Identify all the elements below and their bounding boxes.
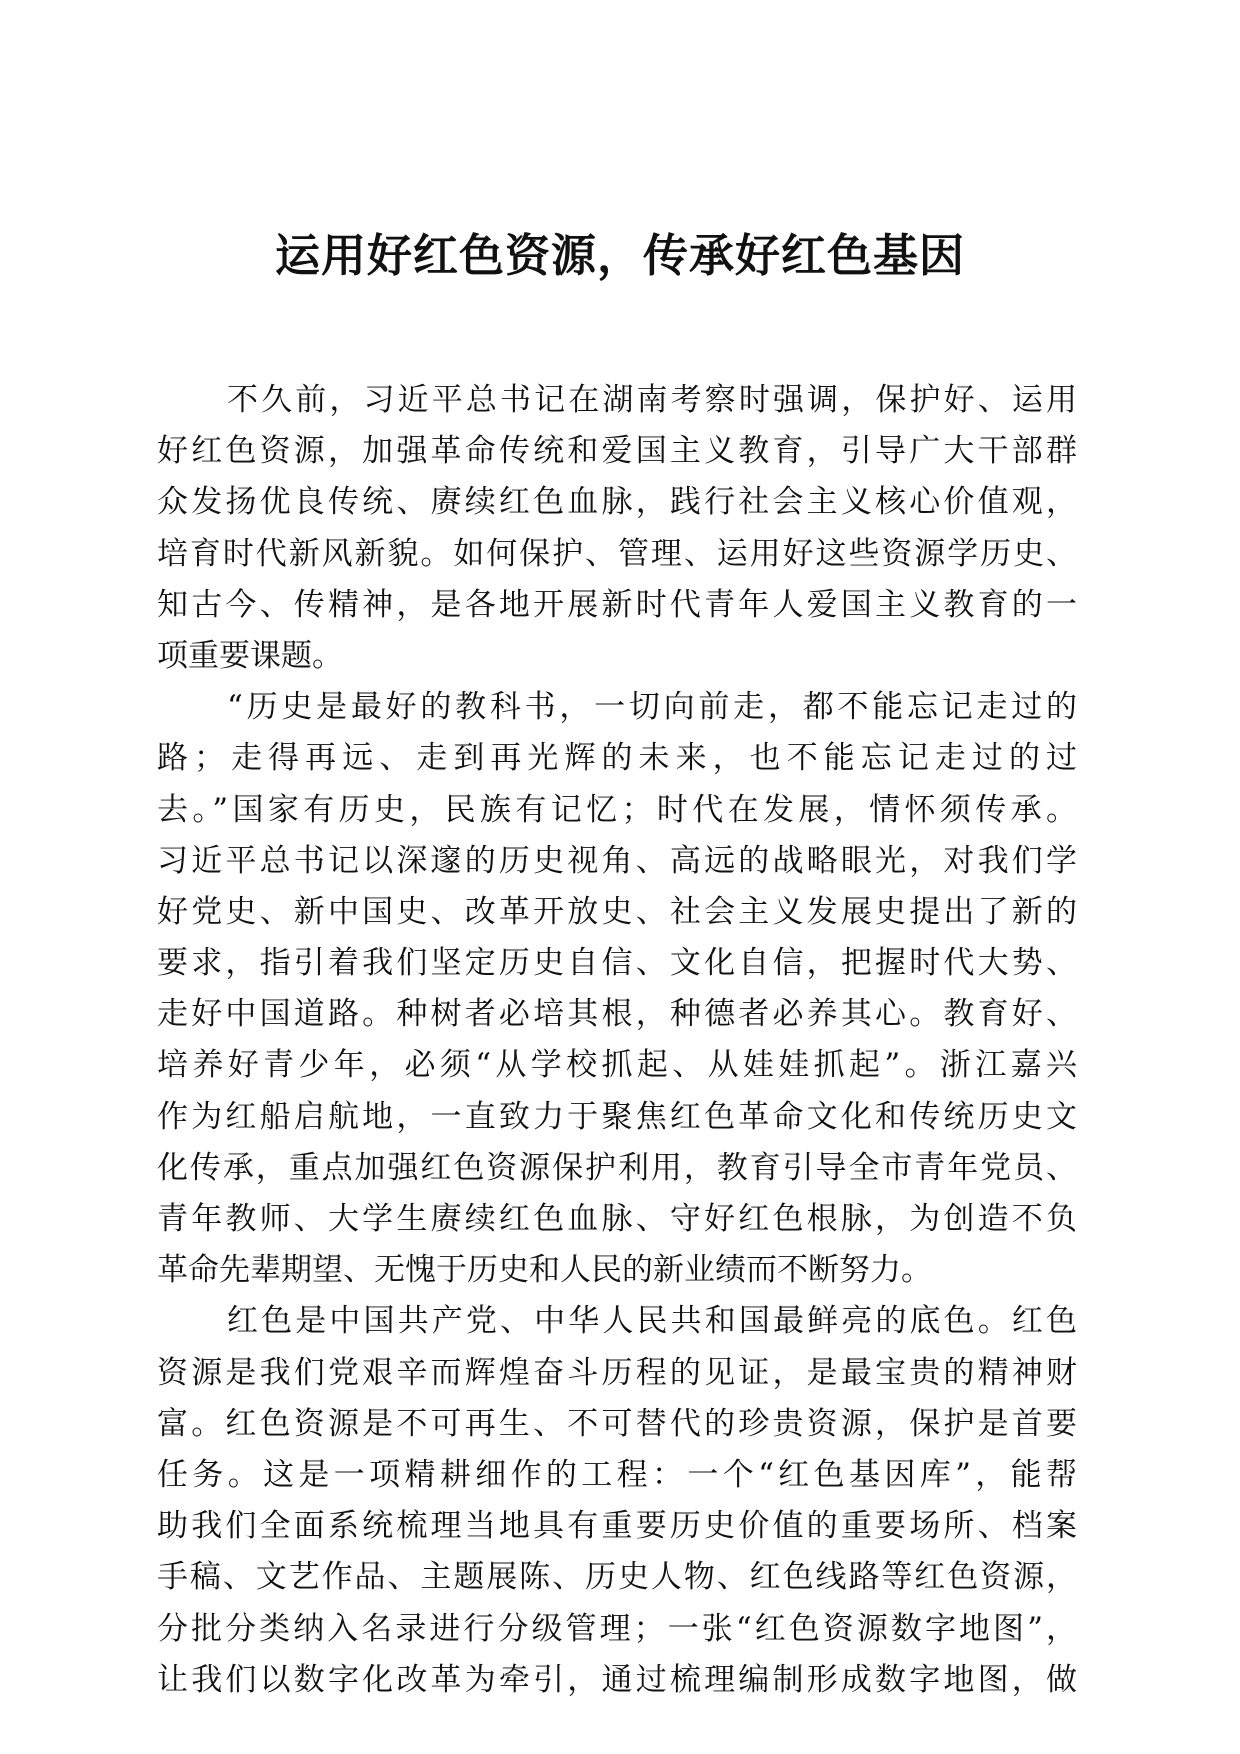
paragraph-1-line: 好红色资源，加强革命传统和爱国主义教育，引导广大干部群 bbox=[157, 433, 1077, 470]
paragraph-2-line: “历史是最好的教科书，一切向前走，都不能忘记走过的 bbox=[227, 689, 1077, 726]
paragraph-3-line: 分批分类纳入名录进行分级管理；一张“红色资源数字地图”， bbox=[157, 1610, 1077, 1647]
paragraph-2-line: 习近平总书记以深邃的历史视角、高远的战略眼光，对我们学 bbox=[157, 842, 1077, 879]
paragraph-3-line: 红色是中国共产党、中华人民共和国最鲜亮的底色。红色 bbox=[227, 1303, 1077, 1340]
paragraph-1-line: 项重要课题。 bbox=[157, 637, 343, 674]
paragraph-2-line: 走好中国道路。种树者必培其根，种德者必养其心。教育好、 bbox=[157, 996, 1077, 1033]
paragraph-3-line: 资源是我们党艰辛而辉煌奋斗历程的见证，是最宝贵的精神财 bbox=[157, 1354, 1077, 1391]
document-title: 运用好红色资源，传承好红色基因 bbox=[274, 229, 965, 282]
paragraph-2-line: 去。”国家有历史，民族有记忆；时代在发展，情怀须传承。 bbox=[157, 791, 1077, 828]
document-body bbox=[157, 375, 1077, 1706]
paragraph-1-line: 培育时代新风新貌。如何保护、管理、运用好这些资源学历史、 bbox=[157, 535, 1077, 572]
paragraph-3-line: 让我们以数字化改革为牵引，通过梳理编制形成数字地图，做 bbox=[157, 1661, 1077, 1698]
paragraph-1-line: 不久前，习近平总书记在湖南考察时强调，保护好、运用 bbox=[227, 382, 1077, 418]
paragraph-2-line: 路；走得再远、走到再光辉的未来，也不能忘记走过的过 bbox=[157, 740, 1077, 777]
paragraph-1-line: 众发扬优良传统、赓续红色血脉，践行社会主义核心价值观， bbox=[157, 484, 1077, 521]
paragraph-2-line: 好党史、新中国史、改革开放史、社会主义发展史提出了新的 bbox=[157, 893, 1077, 930]
paragraph-3-line: 助我们全面系统梳理当地具有重要历史价值的重要场所、档案 bbox=[157, 1508, 1077, 1545]
paragraph-3-line: 手稿、文艺作品、主题展陈、历史人物、红色线路等红色资源， bbox=[157, 1559, 1077, 1596]
paragraph-3-line: 富。红色资源是不可再生、不可替代的珍贵资源，保护是首要 bbox=[157, 1405, 1077, 1442]
paragraph-2-line: 培养好青少年，必须“从学校抓起、从娃娃抓起”。浙江嘉兴 bbox=[157, 1047, 1077, 1084]
paragraph-2-line: 化传承，重点加强红色资源保护利用，教育引导全市青年党员、 bbox=[157, 1149, 1077, 1186]
paragraph-2-line: 作为红船启航地，一直致力于聚焦红色革命文化和传统历史文 bbox=[157, 1098, 1077, 1135]
paragraph-2-line: 要求，指引着我们坚定历史自信、文化自信，把握时代大势、 bbox=[157, 945, 1077, 982]
paragraph-2-line: 青年教师、大学生赓续红色血脉、守好红色根脉，为创造不负 bbox=[157, 1201, 1077, 1237]
paragraph-2-line: 革命先辈期望、无愧于历史和人民的新业绩而不断努力。 bbox=[157, 1252, 932, 1289]
paragraph-3-line: 任务。这是一项精耕细作的工程：一个“红色基因库”，能帮 bbox=[157, 1456, 1077, 1493]
paragraph-1-line: 知古今、传精神，是各地开展新时代青年人爱国主义教育的一 bbox=[157, 586, 1077, 623]
